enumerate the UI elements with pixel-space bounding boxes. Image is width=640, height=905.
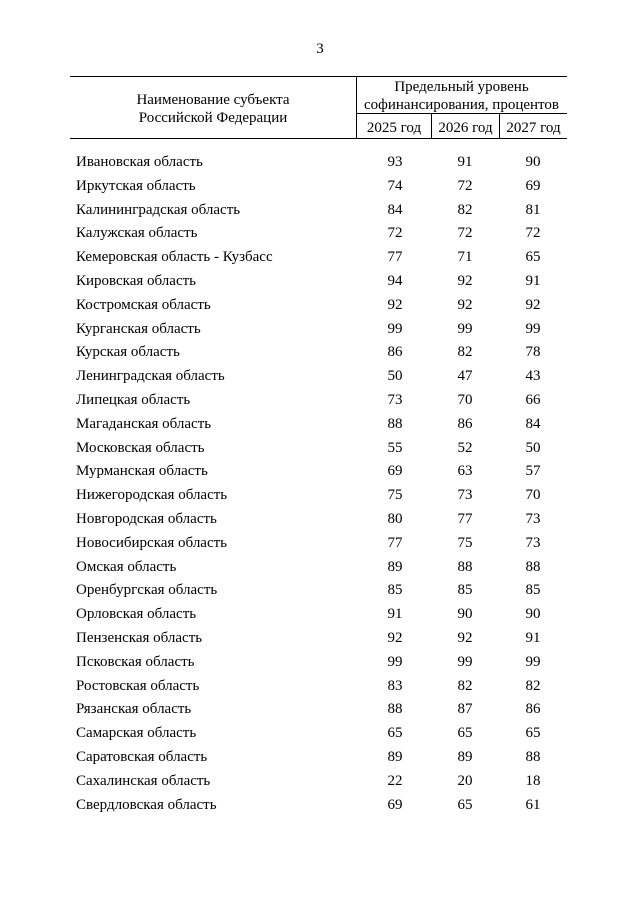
subject-name: Оренбургская область (76, 582, 218, 599)
value-2027: 92 (525, 296, 541, 313)
value-2025: 99 (387, 653, 403, 670)
table-row (0, 437, 640, 461)
value-2025: 75 (387, 487, 403, 504)
subject-name: Омская область (76, 558, 177, 575)
value-2027: 73 (525, 510, 541, 527)
value-2026: 47 (457, 368, 473, 385)
value-2025: 84 (387, 201, 403, 218)
value-2027: 88 (525, 558, 541, 575)
table-row (0, 151, 640, 175)
table-row (0, 460, 640, 484)
value-2026: 82 (457, 344, 473, 361)
table-row (0, 222, 640, 246)
value-2026: 65 (457, 725, 473, 742)
subject-name: Курская область (76, 344, 180, 361)
table-top-rule (70, 76, 567, 77)
value-2026: 85 (457, 582, 473, 599)
value-2025: 86 (387, 344, 403, 361)
table-row (0, 556, 640, 580)
value-2025: 91 (387, 606, 403, 623)
value-2027: 86 (525, 701, 541, 718)
value-2027: 91 (525, 629, 541, 646)
value-2027: 43 (525, 368, 541, 385)
value-2025: 85 (387, 582, 403, 599)
subject-name: Липецкая область (76, 391, 191, 408)
value-2026: 91 (457, 154, 473, 170)
subject-name: Нижегородская область (76, 487, 228, 504)
value-2027: 84 (525, 415, 541, 432)
value-2026: 20 (457, 772, 473, 789)
header-bottom-rule (70, 138, 567, 139)
value-2025: 77 (387, 534, 403, 551)
table-row (0, 175, 640, 199)
year-header-2025: 2025 год (366, 120, 422, 136)
subject-name: Калужская область (76, 225, 198, 242)
value-2027: 73 (525, 534, 541, 551)
table-row (0, 413, 640, 437)
value-2025: 69 (387, 796, 403, 813)
value-2026: 82 (457, 201, 473, 218)
value-2025: 92 (387, 296, 403, 313)
value-2027: 99 (525, 653, 541, 670)
subject-name: Самарская область (76, 725, 197, 742)
subject-name: Рязанская область (76, 701, 192, 718)
table-row (0, 365, 640, 389)
table-row (0, 532, 640, 556)
value-2026: 77 (457, 510, 473, 527)
value-2026: 73 (457, 487, 473, 504)
value-2027: 57 (525, 463, 541, 480)
value-2027: 65 (525, 249, 541, 266)
subject-name: Новосибирская область (76, 534, 228, 551)
table-row (0, 246, 640, 270)
value-2025: 94 (387, 272, 403, 289)
value-2027: 70 (525, 487, 541, 504)
subject-name: Магаданская область (76, 415, 212, 432)
level-header-line-1: Предельный уровень (394, 79, 529, 95)
value-2025: 72 (387, 225, 403, 242)
value-2027: 50 (525, 439, 541, 456)
value-2027: 72 (525, 225, 541, 242)
value-2027: 18 (525, 772, 541, 789)
level-header-line-2: софинансирования, процентов (364, 97, 559, 113)
table-row (0, 294, 640, 318)
value-2025: 83 (387, 677, 403, 694)
subject-column-header (70, 91, 356, 127)
value-2027: 61 (525, 796, 541, 813)
value-2027: 81 (525, 201, 541, 218)
value-2025: 92 (387, 629, 403, 646)
subject-name: Кемеровская область - Кузбасс (76, 249, 273, 266)
value-2026: 70 (457, 391, 473, 408)
value-2025: 80 (387, 510, 403, 527)
value-2025: 74 (387, 177, 403, 194)
value-2025: 88 (387, 701, 403, 718)
value-2027: 91 (525, 272, 541, 289)
page-number: 3 (316, 41, 324, 57)
table-row (0, 603, 640, 627)
table-row (0, 651, 640, 675)
value-2027: 69 (525, 177, 541, 194)
table-row (0, 675, 640, 699)
value-2027: 82 (525, 677, 541, 694)
value-2027: 88 (525, 748, 541, 765)
value-2026: 82 (457, 677, 473, 694)
value-2025: 50 (387, 368, 403, 385)
value-2025: 89 (387, 748, 403, 765)
value-2027: 78 (525, 344, 541, 361)
value-2027: 65 (525, 725, 541, 742)
value-2026: 63 (457, 463, 473, 480)
table-row (0, 508, 640, 532)
table-row (0, 794, 640, 818)
value-2025: 55 (387, 439, 403, 456)
year-header-2027: 2027 год (506, 120, 561, 136)
table-row (0, 722, 640, 746)
value-2025: 89 (387, 558, 403, 575)
table-row (0, 389, 640, 413)
value-2027: 66 (525, 391, 541, 408)
value-2026: 88 (457, 558, 473, 575)
table-row (0, 579, 640, 603)
table-row (0, 199, 640, 223)
value-2026: 71 (457, 249, 473, 266)
year-header-2026: 2026 год (438, 120, 493, 136)
subject-name: Мурманская область (76, 463, 208, 480)
value-2026: 86 (457, 415, 473, 432)
table-row (0, 341, 640, 365)
value-2025: 65 (387, 725, 403, 742)
subject-name: Новгородская область (76, 510, 217, 527)
value-2026: 92 (457, 272, 473, 289)
value-2026: 99 (457, 653, 473, 670)
subject-name: Сахалинская область (76, 772, 211, 789)
value-2026: 72 (457, 177, 473, 194)
table-row (0, 484, 640, 508)
table-row (0, 698, 640, 722)
level-column-header (356, 78, 567, 114)
table-row (0, 627, 640, 651)
subject-name: Орловская область (76, 606, 197, 623)
table-row (0, 270, 640, 294)
value-2026: 87 (457, 701, 473, 718)
value-2025: 73 (387, 391, 403, 408)
subject-name: Ленинградская область (76, 368, 225, 385)
value-2027: 99 (525, 320, 541, 337)
subject-header-line-2: Российской Федерации (138, 110, 288, 126)
value-2025: 69 (387, 463, 403, 480)
value-2026: 52 (457, 439, 473, 456)
value-2025: 99 (387, 320, 403, 337)
subject-name: Иркутская область (76, 177, 196, 194)
subject-name: Ростовская область (76, 677, 200, 694)
value-2026: 92 (457, 629, 473, 646)
value-2026: 99 (457, 320, 473, 337)
subject-header-line-1: Наименование субъекта (136, 92, 290, 108)
subject-name: Костромская область (76, 296, 211, 313)
value-2025: 93 (387, 154, 403, 170)
subject-name: Свердловская область (76, 796, 217, 813)
value-2027: 90 (525, 606, 541, 623)
value-2026: 72 (457, 225, 473, 242)
value-2025: 77 (387, 249, 403, 266)
value-2026: 90 (457, 606, 473, 623)
table-row (0, 770, 640, 794)
value-2025: 88 (387, 415, 403, 432)
value-2027: 90 (525, 154, 541, 170)
subject-name: Кировская область (76, 272, 197, 289)
table-body (0, 151, 640, 817)
subject-name: Псковская область (76, 653, 195, 670)
subject-name: Курганская область (76, 320, 201, 337)
table-row (0, 318, 640, 342)
value-2026: 89 (457, 748, 473, 765)
subject-name: Ивановская область (76, 154, 203, 170)
subject-name: Калининградская область (76, 201, 241, 218)
subject-name: Пензенская область (76, 629, 203, 646)
table-row (0, 746, 640, 770)
value-2025: 22 (387, 772, 403, 789)
subject-name: Московская область (76, 439, 205, 456)
value-2026: 92 (457, 296, 473, 313)
value-2026: 75 (457, 534, 473, 551)
subject-name: Саратовская область (76, 748, 208, 765)
value-2026: 65 (457, 796, 473, 813)
value-2027: 85 (525, 582, 541, 599)
